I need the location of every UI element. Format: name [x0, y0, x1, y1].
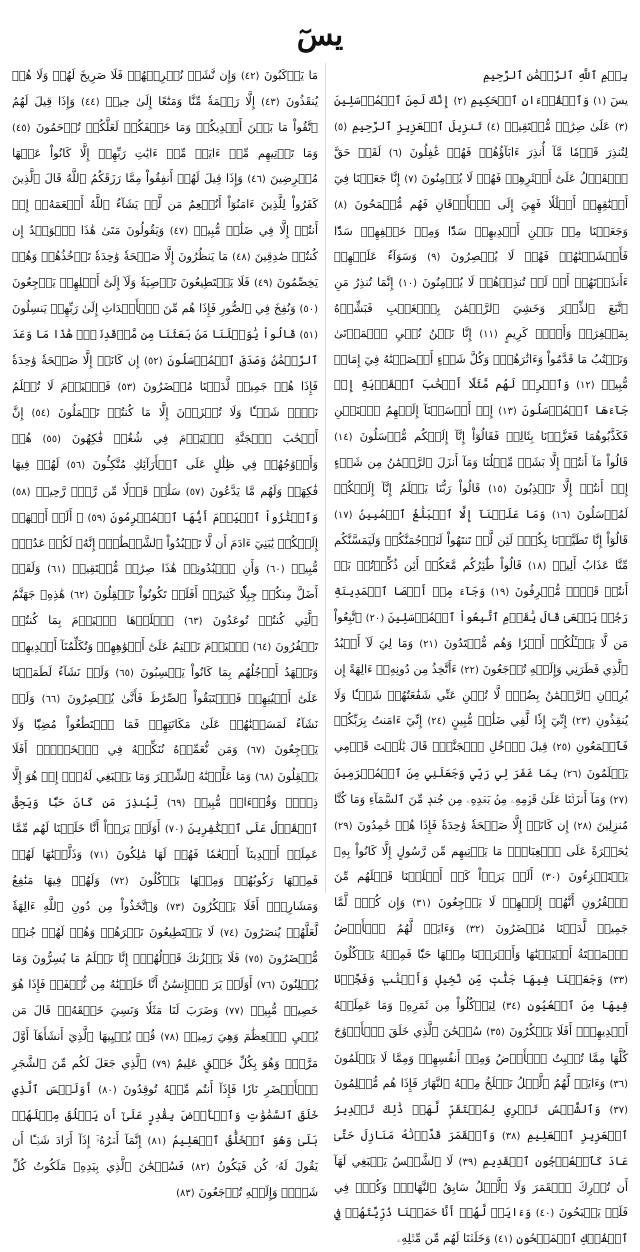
ayah-number: (٧٦) — [256, 980, 276, 992]
ayah-text: يَٰحَسۡرَةً عَلَى ٱلۡعِبَادِۚ مَا يَأۡتِيهِم مِّن رَّسُولٍ إِلَّا كَانُواْ بِهِۦ يَسۡتَهۡزِءُونَ — [334, 843, 628, 883]
ayah-text: يسٓ — [610, 93, 629, 108]
ayah-number: (٥٢) — [144, 356, 163, 368]
ayah-text: إِنِّيٓ ءَامَنتُ بِرَبِّكُمۡ فَٱسۡمَعُونِ — [334, 713, 628, 754]
ayah-text: فَسُبۡحَٰنَ ٱلَّذِي بِيَدِهِۦ مَلَكُوتُ كُلِّ شَيۡءٖ وَإِلَيۡهِ تُرۡجَعُونَ — [12, 1158, 318, 1200]
ayah-number: (٣٢) — [465, 924, 485, 936]
ayah-text: أَوَلَمۡ يَرَوۡاْ أَنَّا خَلَقۡنَا لَهُم مِّمَّا عَمِلَتۡ أَيۡدِينَآ أَنۡعَٰمٗا فَهُمۡ لَهَا مَٰلِكُونَ — [12, 820, 318, 861]
ayah-number: (٧٠) — [164, 823, 184, 835]
ayah-number: (٤٩) — [253, 277, 273, 289]
ayah-text: عَلَىٰ صِرَٰطٖ مُّسۡتَقِيمٖ — [504, 119, 611, 134]
ayah-text: تَنزِيلَ ٱلۡعَزِيزِ ٱلرَّحِيمِ — [351, 119, 482, 134]
ayah-text: إِنِّيٓ إِذٗا لَّفِي ضَلَٰلٖ مُّبِينٍ — [451, 713, 567, 728]
ayah-text: ٱلَّذِي جَعَلَ لَكُم مِّنَ ٱلشَّجَرِ ٱلۡأَخۡضَرِ نَارٗا فَإِذَآ أَنتُم مِّنۡهُ تُوقِدُونَ — [12, 1055, 318, 1096]
ayah-text: وَلَوۡ نَشَآءُ لَمَسَخۡنَٰهُمۡ عَلَىٰ مَكَانَتِهِمۡ فَمَا ٱسۡتَطَٰعُواْ مُضِيّٗا وَلَا يَرۡجِعُونَ — [12, 691, 319, 757]
ayah-number: (٦١) — [47, 563, 66, 575]
ayah-text: وَمَا لِيَ لَآ أَعۡبُدُ ٱلَّذِي فَطَرَنِي وَإِلَيۡهِ تُرۡجَعُونَ — [334, 636, 628, 677]
ayah-text: وَمَآ أَنزَلۡنَا عَلَىٰ قَوۡمِهِۦ مِنۢ بَعۡدِهِۦ مِن جُندٖ مِّنَ ٱلسَّمَآءِ وَمَا كُنَّا مُنزِلِينَ — [334, 791, 629, 832]
ayah-text: أَوَلَمۡ يَرَ ٱلۡإِنسَٰنُ أَنَّا خَلَقۡنَٰهُ مِن نُّطۡفَةٖ فَإِذَا هُوَ خَصِيمٞ مُّبِينٞ — [12, 977, 318, 1018]
ayah-text: وَجَعَلۡنَا مِنۢ بَيۡنِ أَيۡدِيهِمۡ سَدّٗا وَمِنۡ خَلۡفِهِمۡ سَدّٗا فَأَغۡشَيۡنَٰهُمۡ فَهُمۡ لَا يُبۡصِرُونَ — [334, 223, 628, 263]
ayah-text: وَمَا تَأۡتِيهِم مِّنۡ ءَايَةٖ مِّنۡ ءَايَٰتِ رَبِّهِمۡ إِلَّا كَانُواْ عَنۡهَا مُعۡرِضِينَ — [12, 146, 318, 186]
ayah-text: وَخَلَقۡنَا لَهُم مِّن مِّثۡلِهِۦ — [397, 1231, 491, 1246]
ayah-number: (٧١) — [89, 849, 109, 861]
ayah-number: (٧٨) — [160, 1032, 179, 1044]
ayah-number: (٢٥) — [552, 742, 571, 754]
ayah-number: (٥٣) — [117, 382, 137, 394]
ayah-text: وَٱلۡقُرۡءَانِ ٱلۡحَكِيمِ — [470, 93, 590, 108]
ayah-text: إِنَّمَا تُنذِرُ مَنِ ٱتَّبَعَ ٱلذِّكۡرَ وَخَشِيَ ٱلرَّحۡمَٰنَ بِٱلۡغَيۡبِ فَبَشِّرۡهُ بِمَغۡفِرَةٖ وَأَجۡرٖ كَرِيمٍ — [334, 274, 629, 340]
right-column — [334, 63, 629, 1246]
ayah-number: (٧٤) — [219, 928, 239, 940]
ayah-number: (٢١) — [419, 639, 438, 651]
ayah-text: وَٱلشَّمۡسُ تَجۡرِي لِمُسۡتَقَرّٖ لَّهَاۚ ذَٰلِكَ تَقۡدِيرُ ٱلۡعَزِيزِ ٱلۡعَلِيمِ — [334, 1101, 629, 1142]
ayah-number: (٣) — [614, 122, 629, 134]
ayah-text: قَالُواْ يَٰوَيۡلَنَا مَنۢ بَعَثَنَا مِن مَّرۡقَدِنَاۜۗ هَٰذَا مَا وَعَدَ ٱلرَّحۡمَٰنُ وَصَدَقَ ٱلۡمُرۡسَلُونَ — [12, 326, 319, 368]
ayah-number: (١٣) — [498, 406, 517, 418]
ayah-text: أَلَمۡ يَرَوۡاْ كَمۡ أَهۡلَكۡنَا قَبۡلَهُم مِّنَ ٱلۡقُرُونِ أَنَّهُمۡ إِلَيۡهِمۡ لَا يَرۡجِعُونَ — [334, 868, 629, 909]
ayah-text: وَٱمۡتَٰزُواْ ٱلۡيَوۡمَ أَيُّهَا ٱلۡمُجۡرِمُونَ — [110, 509, 319, 524]
ayah-text: لِتُنذِرَ قَوۡمٗا مَّآ أُنذِرَ ءَابَآؤُهُمۡ فَهُمۡ غَٰفِلُونَ — [409, 145, 628, 160]
ayah-text: إِلَّا رَحۡمَةٗ مِّنَّا وَمَتَٰعًا إِلَىٰ حِينٖ — [105, 94, 256, 109]
ayah-number: (٣٠) — [541, 871, 561, 883]
ayah-text: إِنَّكَ لَمِنَ ٱلۡمُرۡسَلِينَ — [334, 93, 450, 108]
ayah-number: (٦٤) — [252, 642, 272, 654]
ayah-text: فَٱلۡيَوۡمَ لَا تُظۡلَمُ نَفۡسٞ شَيۡـٔٗا وَلَا تُجۡزَوۡنَ إِلَّا مَا كُنتُمۡ تَعۡمَلُونَ — [12, 379, 318, 420]
ayah-number: (٣٨) — [501, 1130, 521, 1142]
ayah-text: وَإِذَا قِيلَ لَهُمۡ أَنفِقُواْ مِمَّا رَزَقَكُمُ ٱللَّهُ قَالَ ٱلَّذِينَ كَفَرُواْ لِلَّذِينَ ءَامَنُوٓاْ أَنُطۡعِمُ مَن لَّوۡ يَشَآءُ ٱللَّهُ أَطۡعَمَهُۥٓ إِنۡ أَنتُمۡ إِلَّا فِي ضَلَٰلٖ مُّبِينٖ — [12, 171, 319, 237]
ayah-text: لَا يَسۡتَطِيعُونَ نَصۡرَهُمۡ وَهُمۡ لَهُمۡ جُندٞ مُّحۡضَرُونَ — [12, 925, 319, 966]
ayah-text: إِنَّمَآ أَمۡرُهُۥٓ إِذَآ أَرَادَ شَيۡـًٔا أَن يَقُولَ لَهُۥ كُن فَيَكُونُ — [12, 1132, 318, 1173]
surah-title: يسٓ — [296, 18, 344, 53]
ayah-text: مَا يَنظُرُونَ إِلَّا صَيۡحَةٗ وَٰحِدَةٗ تَأۡخُذُهُمۡ وَهُمۡ يَخِصِّمُونَ — [12, 248, 319, 289]
ayah-text: وَلَقَدۡ أَضَلَّ مِنكُمۡ جِبِلّٗا كَثِيرًاۖ أَفَلَمۡ تَكُونُواْ تَعۡقِلُونَ — [12, 560, 318, 601]
ayah-text: فَلَا يَسۡتَطِيعُونَ تَوۡصِيَةٗ وَلَآ إِلَىٰٓ أَهۡلِهِمۡ يَرۡجِعُونَ — [12, 274, 250, 289]
ayah-number: (١٩) — [490, 586, 510, 598]
ayah-text: قُلۡ يُحۡيِيهَا ٱلَّذِيٓ أَنشَأَهَآ أَوَّلَ مَرَّةٖۖ وَهُوَ بِكُلِّ خَلۡقٍ عَلِيمٌ — [12, 1029, 318, 1070]
ayah-text: وَٱتَّخَذُواْ مِن دُونِ ٱللَّهِ ءَالِهَةٗ لَّعَلَّهُمۡ يُنصَرُونَ — [12, 899, 319, 940]
ayah-text: ٱتَّبِعُواْ مَن لَّا يَسۡـَٔلُكُمۡ أَجۡرٗا وَهُم مُّهۡتَدُونَ — [334, 609, 628, 651]
ayah-number: (٦٧) — [246, 745, 266, 757]
ayah-number: (٢٩) — [334, 820, 353, 832]
ayah-number: (١٦) — [551, 509, 571, 521]
ayah-number: (٨٢) — [191, 1161, 210, 1173]
ayah-number: (٧٣) — [165, 902, 185, 913]
ayah-text: وَسَوَآءٌ عَلَيۡهِمۡ ءَأَنذَرۡتَهُمۡ أَمۡ لَمۡ تُنذِرۡهُمۡ لَا يُؤۡمِنُونَ — [334, 248, 628, 289]
ayah-text: إِن كَانَتۡ إِلَّا صَيۡحَةٗ وَٰحِدَةٗ فَإِذَا هُمۡ خَٰمِدُونَ — [357, 817, 569, 832]
ayah-number: (٦٠) — [266, 563, 285, 575]
ayah-text: لِّيُنذِرَ مَن كَانَ حَيّٗا وَيَحِقَّ ٱلۡقَوۡلُ عَلَى ٱلۡكَٰفِرِينَ — [12, 794, 319, 835]
ayah-number: (٨) — [334, 200, 348, 212]
ayah-number: (٧٢) — [110, 875, 129, 887]
ayah-number: (١٥) — [488, 483, 507, 495]
ayah-number: (٨١) — [147, 1135, 167, 1147]
ayah-number: (١٠) — [398, 277, 418, 289]
ayah-text: لَا ٱلشَّمۡسُ يَنۢبَغِي لَهَآ أَن تُدۡرِكَ ٱلۡقَمَرَ وَلَا ٱلَّيۡلُ سَابِقُ ٱلنَّهَارِۚ وَكُلّٞ فِي فَلَكٖ يَسۡبَحُونَ — [334, 1153, 628, 1220]
ayah-number: (٢٧) — [609, 794, 628, 806]
ayah-text: لِيَأۡكُلُواْ مِن ثَمَرِهِۦ وَمَا عَمِلَتۡهُ أَيۡدِيهِمۡۚ أَفَلَا يَشۡكُرُونَ — [334, 998, 628, 1039]
ayah-text: إِذۡ أَرۡسَلۡنَآ إِلَيۡهِمُ ٱثۡنَيۡنِ فَكَذَّبُوهُمَا فَعَزَّزۡنَا بِثَالِثٖ فَقَالُوٓاْ إِنَّآ إِلَيۡكُم مُّرۡسَلُونَ — [334, 403, 628, 444]
ayah-text: لَهُمۡ فِيهَا فَٰكِهَةٞ وَلَهُم مَّا يَدَّعُونَ — [12, 457, 319, 498]
ayah-number: (٣٤) — [502, 1001, 521, 1013]
ayah-number: (١٤) — [334, 432, 353, 444]
ayah-text: سُبۡحَٰنَ ٱلَّذِي خَلَقَ ٱلۡأَزۡوَٰجَ كُلَّهَا مِمَّا تُنۢبِتُ ٱلۡأَرۡضُ وَمِنۡ أَنفُسِهِمۡ وَمِمَّا لَا يَعۡلَمُونَ — [334, 1024, 628, 1065]
ayah-text: إِنَّا جَعَلۡنَا فِيٓ أَعۡنَٰقِهِمۡ أَغۡلَٰلٗا فَهِيَ إِلَى ٱلۡأَذۡقَانِ فَهُم مُّقۡمَحُونَ — [334, 171, 628, 212]
ayah-text: وَٱلۡقَمَرَ قَدَّرۡنَٰهُ مَنَازِلَ حَتَّىٰ عَادَ كَٱلۡعُرۡجُونِ ٱلۡقَدِيمِ — [334, 1127, 629, 1168]
ayah-number: (٥٩) — [87, 512, 107, 524]
ayah-number: (٦٣) — [184, 615, 203, 627]
ayah-text: وَجَآءَ مِنۡ أَقۡصَا ٱلۡمَدِينَةِ رَجُلٞ يَسۡعَىٰ قَالَ يَٰقَوۡمِ ٱتَّبِعُواْ ٱلۡمُرۡسَلِينَ — [334, 583, 628, 624]
ayah-number: (٢٣) — [572, 716, 591, 728]
ayah-number: (٩) — [427, 251, 441, 263]
ayah-number: (٦٢) — [70, 589, 89, 601]
ayah-text: وَجَعَلۡنَا فِيهَا جَنَّٰتٖ مِّن نَّخِيلٖ وَأَعۡنَٰبٖ وَفَجَّرۡنَا فِيهَا مِنَ ٱلۡعُيُونِ — [334, 972, 628, 1013]
ayah-text: قَالُوٓاْ إِنَّا تَطَيَّرۡنَا بِكُمۡۖ لَئِن لَّمۡ تَنتَهُواْ لَنَرۡجُمَنَّكُمۡ وَلَيَمَسَّنَّكُم مِّنَّا عَذَابٌ أَلِيمٞ — [334, 532, 628, 572]
ayah-text: وَمَا عَلَّمۡنَٰهُ ٱلشِّعۡرَ وَمَا يَنۢبَغِي لَهُۥٓۚ إِنۡ هُوَ إِلَّا ذِكۡرٞ وَقُرۡءَانٞ مُّبِينٞ — [12, 768, 318, 809]
ayah-number: (٢٠) — [365, 612, 385, 624]
ayah-text: سَلَٰمٞ قَوۡلٗا مِّن رَّبّٖ رَّحِيمٖ — [35, 483, 181, 498]
ayah-number: (٢٤) — [427, 716, 446, 728]
ayah-text: وَضَرَبَ لَنَا مَثَلٗا وَنَسِيَ خَلۡقَهُۥۖ قَالَ مَن يُحۡيِ ٱلۡعِظَٰمَ وَهِيَ رَمِيمٞ — [12, 1003, 319, 1044]
ayah-number: (٣٥) — [486, 1027, 505, 1039]
ayah-text: وَإِذَا قِيلَ لَهُمُ ٱتَّقُواْ مَا بَيۡنَ أَيۡدِيكُمۡ وَمَا خَلۡفَكُمۡ لَعَلَّكُمۡ تُرۡحَمُونَ — [12, 94, 318, 135]
ayah-number: (٦٥) — [115, 668, 134, 680]
ayah-text: إِنَّ أَصۡحَٰبَ ٱلۡجَنَّةِ ٱلۡيَوۡمَ فِي شُغُلٖ فَٰكِهُونَ — [12, 405, 319, 446]
ayah-number: (٨٣) — [176, 1188, 195, 1200]
ayah-text: وَأَنِ ٱعۡبُدُونِيۚ هَٰذَا صِرَٰطٞ مُّسۡتَقِيمٞ — [72, 560, 260, 575]
ayah-number: (١) — [593, 96, 607, 108]
ayah-text: ٱصۡلَوۡهَا ٱلۡيَوۡمَ بِمَا كُنتُمۡ تَكۡفُرُونَ — [12, 612, 318, 654]
ayah-text: وَنُفِخَ فِي ٱلصُّورِ فَإِذَا هُم مِّنَ ٱلۡأَجۡدَاثِ إِلَىٰ رَبِّهِمۡ يَنسِلُونَ — [12, 300, 296, 315]
ayah-text: قَالُواْ مَآ أَنتُمۡ إِلَّا بَشَرٞ مِّثۡلُنَا وَمَآ أَنزَلَ ٱلرَّحۡمَٰنُ مِن شَيۡءٍ إِنۡ أَنتُمۡ إِلَّا تَكۡذِبُونَ — [334, 455, 629, 495]
ayah-number: (٣١) — [412, 898, 431, 909]
column-divider — [325, 63, 326, 893]
ayah-text: ٱلۡيَوۡمَ نَخۡتِمُ عَلَىٰٓ أَفۡوَٰهِهِمۡ وَتُكَلِّمُنَآ أَيۡدِيهِمۡ وَتَشۡهَدُ أَرۡجُلُهُم بِمَا كَانُواْ يَكۡسِبُونَ — [12, 639, 318, 680]
ayah-number: (١٧) — [334, 509, 353, 521]
ayah-number: (٥١) — [299, 329, 319, 341]
ayah-number: (٦) — [388, 148, 402, 160]
ayah-number: (٥٧) — [185, 486, 205, 498]
ayah-number: (١٨) — [527, 560, 547, 572]
ayah-number: (١١) — [479, 328, 498, 340]
ayah-text: فَلَا يَحۡزُنكَ قَوۡلُهُمۡۘ إِنَّا نَعۡلَمُ مَا يُسِرُّونَ وَمَا يُعۡلِنُونَ — [12, 951, 319, 992]
ayah-text: ءَأَتَّخِذُ مِن دُونِهِۦٓ ءَالِهَةً إِن يُرِدۡنِ ٱلرَّحۡمَٰنُ بِضُرّٖ لَّا تُغۡنِ عَنِّي شَفَٰعَتُهُمۡ شَيۡـٔٗا وَلَا يُنقِذُونِ — [334, 662, 629, 728]
right-verses — [334, 93, 628, 1245]
ayah-text: وَلَهُمۡ فِيهَا مَنَٰفِعُ وَمَشَارِبُۚ أَفَلَا يَشۡكُرُونَ — [12, 872, 318, 913]
ayah-number: (٢٢) — [460, 665, 479, 677]
ayah-text: وَإِن كُلّٞ لَّمَّا جَمِيعٞ لَّدَيۡنَا مُحۡضَرُونَ — [334, 895, 628, 936]
ayah-number: (٢) — [453, 96, 467, 108]
ayah-number: (٥٥) — [42, 434, 62, 446]
ayah-number: (٣٣) — [609, 975, 628, 987]
ayah-text: إِنَّا نَحۡنُ نُحۡيِ ٱلۡمَوۡتَىٰ وَنَكۡتُبُ مَا قَدَّمُواْ وَءَاثَٰرَهُمۡۚ وَكُلَّ شَيۡءٍ أَحۡصَيۡنَٰهُ فِيٓ إِمَامٖ مُّبِينٖ — [334, 325, 629, 392]
ayah-text: مَا يَرۡكَبُونَ — [263, 68, 319, 82]
ayah-number: (٤٥) — [12, 123, 31, 135]
ayah-number: (٢٨) — [573, 820, 592, 832]
ayah-number: (٣٩) — [458, 1156, 478, 1168]
ayah-number: (٥٤) — [31, 408, 51, 420]
ayah-text: وَءَايَةٞ لَّهُمۡ أَنَّا حَمَلۡنَا ذُرِّيَّتَهُمۡ فِي ٱلۡفُلۡكِ ٱلۡمَشۡحُونِ — [334, 1205, 628, 1246]
ayah-text: وَإِن نَّشَأۡ نُغۡرِقۡهُمۡ فَلَا صَرِيخَ لَهُمۡ وَلَا هُمۡ يُنقَذُونَ — [12, 68, 319, 109]
ayah-text: قَالُواْ طَٰٓئِرُكُم مَّعَكُمۡ أَئِن ذُكِّرۡتُمۚ بَلۡ أَنتُمۡ قَوۡمٞ مُّسۡرِفُونَ — [334, 557, 628, 598]
ayah-number: (٤٦) — [247, 174, 266, 186]
ayah-text: وَمَن نُّعَمِّرۡهُ نُنَكِّسۡهُ فِي ٱلۡخَلۡقِۚ أَفَلَا يَعۡقِلُونَ — [12, 742, 318, 783]
ayah-number: (٥٨) — [12, 486, 31, 498]
ayah-text: وَءَايَةٞ لَّهُمُ ٱلۡأَرۡضُ ٱلۡمَيۡتَةُ أَحۡيَيۡنَٰهَا وَأَخۡرَجۡنَا مِنۡهَا حَبّٗا فَمِنۡهُ يَأۡكُلُونَ — [334, 921, 628, 962]
ayah-number: (٤٤) — [81, 97, 100, 109]
ayah-number: (٦٦) — [41, 694, 61, 706]
ayah-number: (٥٦) — [66, 460, 86, 472]
ayah-text: وَءَايَةٞ لَّهُمُ ٱلَّيۡلُ نَسۡلَخُ مِنۡهُ ٱلنَّهَارَ فَإِذَا هُم مُّظۡلِمُونَ — [334, 1075, 606, 1090]
bismillah: بِسۡمِ ٱللَّهِ ٱلرَّحۡمَٰنِ ٱلرَّحِيمِ — [483, 68, 628, 82]
ayah-number: (٤٨) — [232, 251, 251, 263]
left-verses — [12, 68, 318, 1199]
ayah-number: (٤٢) — [240, 71, 260, 82]
ayah-number: (٧٩) — [151, 1058, 171, 1070]
ayah-number: (٦٩) — [166, 797, 186, 809]
ayah-number: (٧٥) — [244, 954, 264, 966]
ayah-number: (٧) — [404, 174, 418, 186]
ayah-text: وَمَا عَلَيۡنَآ إِلَّا ٱلۡبَلَٰغُ ٱلۡمُبِينُ — [358, 506, 546, 521]
ayah-number: (٣٧) — [609, 1104, 629, 1116]
ayah-text: لَقَدۡ حَقَّ ٱلۡقَوۡلُ عَلَىٰٓ أَكۡثَرِهِمۡ فَهُمۡ لَا يُؤۡمِنُونَ — [334, 145, 629, 186]
ayah-text: أَوَلَيۡسَ ٱلَّذِي خَلَقَ ٱلسَّمَٰوَٰتِ وَٱلۡأَرۡضَ بِقَٰدِرٍ عَلَىٰٓ أَن يَخۡلُقَ مِثۡلَهُمۚ بَلَىٰ وَهُوَ ٱلۡخَلَّٰقُ ٱلۡعَلِيمُ — [12, 1081, 318, 1147]
ayah-number: (٤٣) — [261, 97, 280, 109]
ayah-text: وَٱضۡرِبۡ لَهُم مَّثَلًا أَصۡحَٰبَ ٱلۡقَرۡيَةِ إِذۡ جَآءَهَا ٱلۡمُرۡسَلُونَ — [334, 377, 628, 418]
ayah-number: (٤١) — [494, 1234, 513, 1246]
ayah-text: بِمَا غَفَرَ لِي رَبِّي وَجَعَلَنِي مِنَ ٱلۡمُكۡرَمِينَ — [334, 765, 559, 780]
ayah-number: (٧٧) — [225, 1006, 244, 1018]
ayah-text: هَٰذِهِۦ جَهَنَّمُ ٱلَّتِي كُنتُمۡ تُوعَدُونَ — [12, 586, 318, 627]
ayah-text: ۞ أَلَمۡ أَعۡهَدۡ إِلَيۡكُمۡ يَٰبَنِيٓ ءَادَمَ أَن لَّا تَعۡبُدُواْ ٱلشَّيۡطَٰنَۖ إِنَّهُۥ لَكُمۡ عَدُوّٞ مُّبِينٞ — [12, 509, 319, 575]
ayah-number: (٤٧) — [169, 225, 189, 237]
ayah-text: وَيَقُولُونَ مَتَىٰ هَٰذَا ٱلۡوَعۡدُ إِن كُنتُمۡ صَٰدِقِينَ — [12, 222, 319, 263]
ayah-number: (٢٦) — [563, 768, 582, 780]
ayah-number: (٤) — [486, 122, 500, 134]
left-column — [12, 63, 319, 1200]
ayah-text: قِيلَ ٱدۡخُلِ ٱلۡجَنَّةَۖ قَالَ يَٰلَيۡتَ قَوۡمِي يَعۡلَمُونَ — [334, 739, 629, 780]
ayah-text: قَالُواْ رَبُّنَا يَعۡلَمُ إِنَّآ إِلَيۡكُمۡ لَمُرۡسَلُونَ — [334, 480, 629, 521]
ayah-number: (٥٠) — [299, 303, 318, 315]
ayah-number: (١٢) — [576, 380, 595, 392]
ayah-number: (٤٠) — [535, 1208, 555, 1220]
ayah-number: (٦٨) — [254, 771, 274, 783]
ayah-number: (٣٦) — [609, 1078, 628, 1090]
ayah-text: هُمۡ وَأَزۡوَٰجُهُمۡ فِي ظِلَٰلٍ عَلَى ٱلۡأَرَآئِكِ مُتَّكِـُٔونَ — [12, 431, 318, 472]
ayah-text: وَذَلَّلۡنَٰهَا لَهُمۡ فَمِنۡهَا رَكُوبُهُمۡ وَمِنۡهَا يَأۡكُلُونَ — [12, 846, 319, 887]
ayah-number: (٥) — [334, 122, 348, 134]
ayah-text: وَلَوۡ نَشَآءُ لَطَمَسۡنَا عَلَىٰٓ أَعۡيُنِهِمۡ فَٱسۡتَبَقُواْ ٱلصِّرَٰطَ فَأَنَّىٰ يُبۡصِرُونَ — [12, 665, 318, 706]
ayah-number: (٨٠) — [98, 1084, 117, 1096]
ayah-text: إِن كَانَتۡ إِلَّا صَيۡحَةٗ وَٰحِدَةٗ فَإِذَا هُمۡ جَمِيعٞ لَّدَيۡنَا مُحۡضَرُونَ — [12, 353, 318, 394]
